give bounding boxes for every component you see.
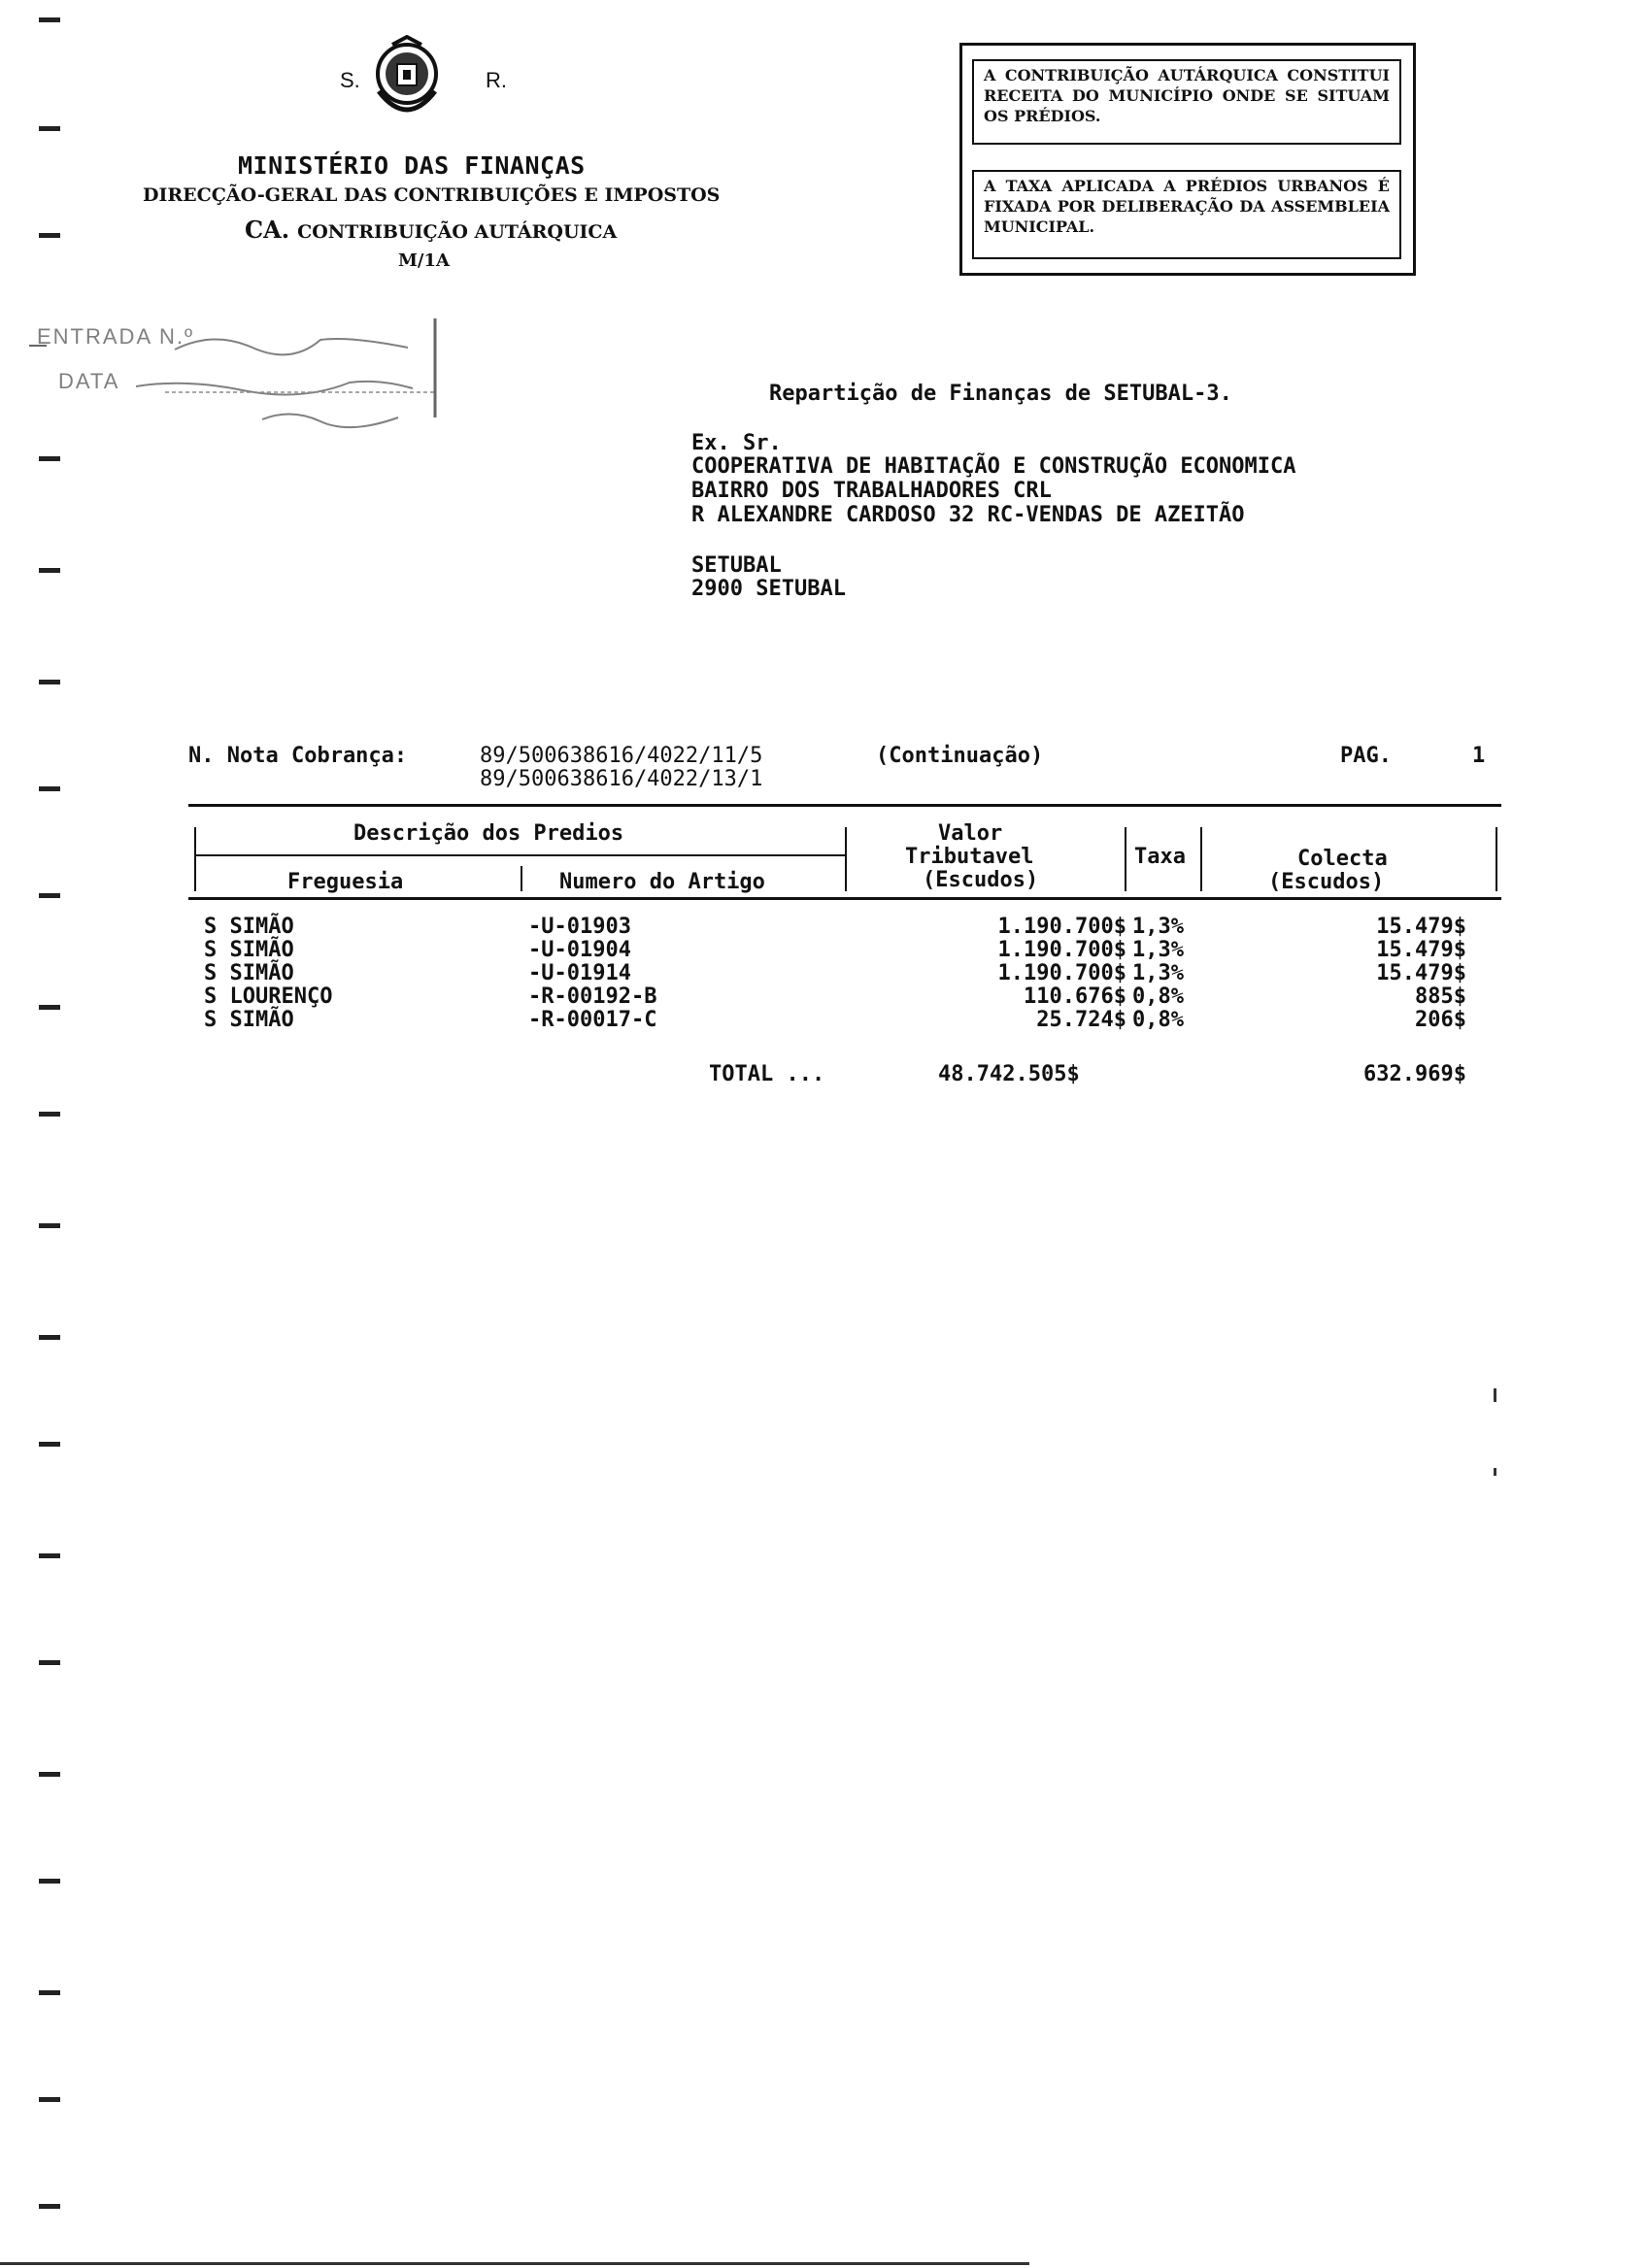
margin-mark [39,2097,60,2102]
margin-mark [39,1335,60,1340]
row-valor: 1.190.700$ [997,938,1126,962]
header-valor-2: Tributavel [905,845,1034,869]
row-freguesia: S SIMÃO [204,938,294,962]
coat-of-arms-icon [373,35,441,128]
total-colecta: 632.969$ [1363,1062,1466,1086]
tax-office: Repartição de Finanças de SETUBAL-3. [769,382,1232,406]
row-valor: 25.724$ [1036,1008,1126,1032]
total-label: TOTAL ... [709,1062,825,1086]
continuation-label: (Continuação) [876,744,1044,768]
table-left-border [194,827,196,891]
recipient-name-line2: BAIRRO DOS TRABALHADORES CRL [691,479,1052,503]
row-taxa: 0,8% [1132,1008,1184,1032]
total-valor: 48.742.505$ [938,1062,1080,1086]
header-descricao: Descrição dos Predios [353,821,624,846]
bottom-edge-line [0,2262,1029,2265]
row-taxa: 0,8% [1132,984,1184,1009]
margin-mark [39,1772,60,1777]
margin-mark [39,568,60,573]
taxa-right-border [1200,827,1202,891]
entry-stamp [29,311,447,437]
taxa-left-border [1125,827,1126,891]
header-freguesia: Freguesia [287,870,404,894]
stamp-scribble-icon [29,311,447,437]
header-colecta-1: Colecta [1297,847,1388,871]
table-top-rule [188,804,1501,807]
r-letter: R. [486,68,507,92]
margin-mark [39,893,60,898]
row-colecta: 15.479$ [1376,915,1466,939]
margin-mark [39,233,60,238]
margin-mark [39,456,60,461]
recipient-postal: 2900 SETUBAL [691,577,846,601]
ca-logo: CA. [245,216,290,244]
row-taxa: 1,3% [1132,938,1184,962]
scan-speck [1494,1388,1496,1402]
artigo-left-border [521,866,522,891]
s-letter: S. [340,68,360,92]
margin-mark [39,1553,60,1558]
header-artigo: Numero do Artigo [559,870,765,894]
row-colecta: 206$ [1415,1008,1466,1032]
row-valor: 110.676$ [1024,984,1126,1009]
row-artigo: -U-01903 [528,915,631,939]
row-artigo: -U-01904 [528,938,631,962]
row-taxa: 1,3% [1132,961,1184,985]
row-freguesia: S LOURENÇO [204,984,333,1009]
stamp-line-entrada: ENTRADA N.º [37,324,195,349]
table-right-border [1496,827,1497,891]
margin-mark [39,1442,60,1447]
margin-mark [39,1223,60,1228]
margin-mark [39,1660,60,1665]
nota-number-2: 89/500638616/4022/13/1 [480,767,763,791]
row-colecta: 885$ [1415,984,1466,1009]
header-valor-1: Valor [938,821,1003,846]
row-taxa: 1,3% [1132,915,1184,939]
row-valor: 1.190.700$ [997,961,1126,985]
margin-mark [39,1112,60,1117]
scan-speck [1494,1468,1496,1476]
header-taxa: Taxa [1134,845,1186,869]
recipient-name: COOPERATIVA DE HABITAÇÃO E CONSTRUÇÃO ECONOMICA [691,454,1296,479]
margin-mark [39,1879,60,1884]
margin-mark [39,1990,60,1995]
descricao-right-border [845,827,847,891]
row-artigo: -R-00192-B [528,984,657,1009]
margin-mark [39,786,60,791]
margin-mark [39,1005,60,1010]
page-label: PAG. [1340,744,1392,768]
contribution-label: CONTRIBUIÇÃO AUTÁRQUICA [297,221,618,243]
header-valor-3: (Escudos) [923,868,1039,892]
recipient-city: SETUBAL [691,553,782,578]
descricao-underline [196,854,845,856]
page-number: 1 [1472,744,1486,768]
notice-tax-rate: A TAXA APLICADA A PRÉDIOS URBANOS É FIXADA POR DELIBERAÇÃO DA ASSEMBLEIA MUNICIPAL. [972,170,1401,259]
margin-mark [39,126,60,131]
nota-label: N. Nota Cobrança: [188,744,408,768]
margin-mark [39,680,60,684]
row-artigo: -U-01914 [528,961,631,985]
notice-municipal-revenue: A CONTRIBUIÇÃO AUTÁRQUICA CONSTITUI RECEITA DO MUNICÍPIO ONDE SE SITUAM OS PRÉDIOS. [972,59,1401,145]
model-code: M/1A [398,250,450,271]
header-colecta-2: (Escudos) [1268,870,1385,894]
row-colecta: 15.479$ [1376,938,1466,962]
ministry-title: MINISTÉRIO DAS FINANÇAS [238,151,586,180]
stamp-line-data: DATA [58,369,120,393]
margin-mark [39,17,60,22]
recipient-street: R ALEXANDRE CARDOSO 32 RC-VENDAS DE AZEITÃO [691,503,1245,527]
margin-mark [39,2204,60,2209]
recipient-salutation: Ex. Sr. [691,431,782,455]
table-header-rule [188,897,1501,900]
directorate-title: DIRECÇÃO-GERAL DAS CONTRIBUIÇÕES E IMPOSTOS [143,184,721,206]
row-artigo: -R-00017-C [528,1008,657,1032]
row-freguesia: S SIMÃO [204,961,294,985]
row-colecta: 15.479$ [1376,961,1466,985]
nota-number-1: 89/500638616/4022/11/5 [480,744,763,768]
contribution-title [245,216,617,244]
row-valor: 1.190.700$ [997,915,1126,939]
row-freguesia: S SIMÃO [204,915,294,939]
notice-frame [959,43,1416,276]
row-freguesia: S SIMÃO [204,1008,294,1032]
